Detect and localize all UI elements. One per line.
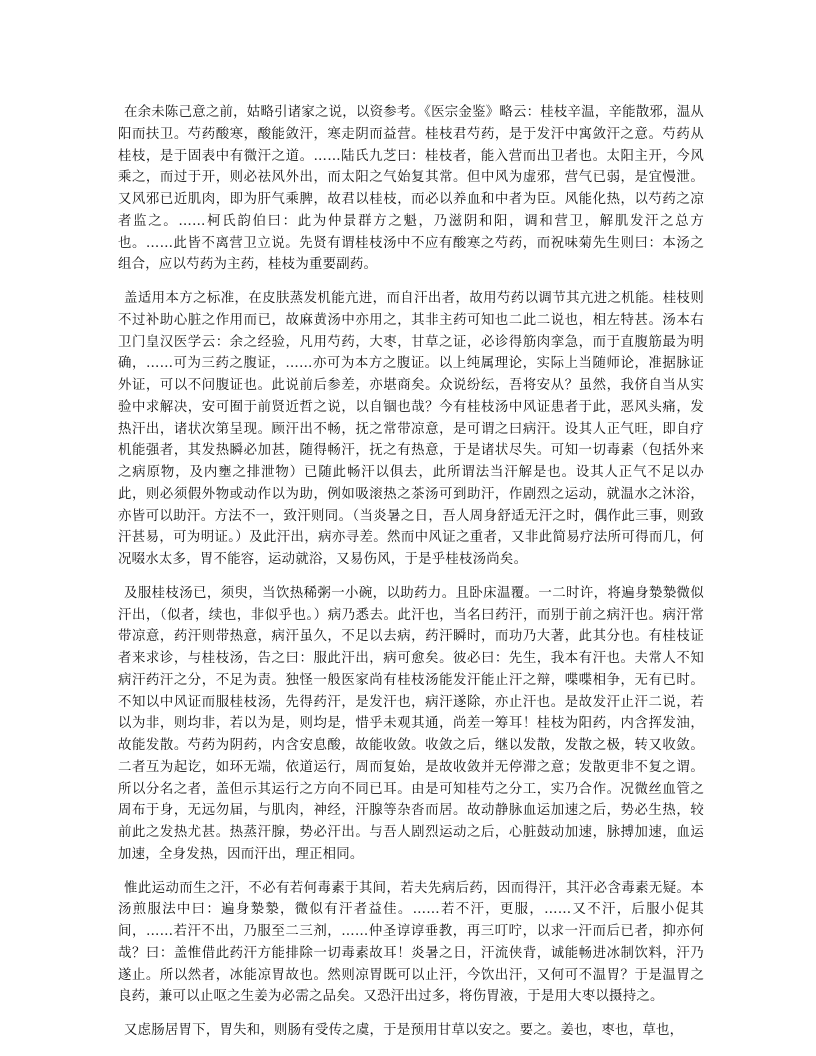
- paragraph-2: 盖适用本方之标准，在皮肤蒸发机能亢进，而自汗出者，故用芍药以调节其亢进之机能。桂枝则不过补助心脏之作用而已，故麻黄汤中亦用之，其非主药可知也二此二说也，相左特甚。汤本右卫门皇汉医学云：余之经验，凡用芍药，大枣，甘草之证，必诊得筋肉挛急，而于直腹筋最为明确，……可为三药之腹证，……亦可为本方之腹证。以上纯属理论，实际上当随师论，准据脉证外证，可以不问腹证也。此说前后参差，亦堪商矣。众说纷纭，吾将安从？虽然，我侪自当从实验中求解决，安可囿于前贤近哲之说，以自锢也哉？今有桂枝汤中风证患者于此，恶风头痛，发热汗出，诸状次第呈现。顾汗出不畅，抚之常带凉意，是可谓之曰病汗。设其人正气旺，即自疗机能强者，其发热瞬必加甚，随得畅汗，抚之有热意，于是诸状尽失。可知一切毒素（包括外来之病原物，及内壅之排泄物）已随此畅汗以俱去，此所谓法当汗解是也。设其人正气不足以办此，则必须假外物或动作以为助，例如吸滚热之茶汤可到助汗，作剧烈之运动，就温水之沐浴，亦皆可以助汗。方法不一，致汗则同。（当炎暑之日，吾人周身舒适无汗之时，偶作此三事，则致汗甚易，可为明证。）及此汗出，病亦寻差。然而中风证之重者，又非此简易疗法所可得而几，何况啜水太多，胃不能容，运动就浴，又易伤风，于是乎桂枝汤尚矣。: [118, 291, 704, 567]
- paragraph-1: 在余未陈己意之前，姑略引诸家之说，以资参考。《医宗金鉴》略云：桂枝辛温，辛能散邪，温从阳而扶卫。芍药酸寒，酸能敛汗，寒走阴而益营。桂枝君芍药，是于发汗中寓敛汗之意。芍药从桂枝，是于固表中有微汗之道。……陆氏九芝曰：桂枝者，能入营而出卫者也。太阳主开，今风乘之，而过于开，则必祛风外出，而太阳之气始复其常。但中风为虚邪，营气已弱，是宜慢泄。又风邪已近肌肉，即为肝气乘脾，故君以桂枝，而必以养血和中者为臣。风能化热，以芍药之凉者监之。……柯氏韵伯曰：此为仲景群方之魁，乃滋阴和阳，调和营卫，解肌发汗之总方也。……此皆不离营卫立说。先贤有谓桂枝汤中不应有酸寒之芍药，而祝味菊先生则曰：本汤之组合，应以芍药为主药，桂枝为重要副药。: [118, 105, 704, 273]
- paragraph-5: 又虑肠居胃下，胃失和，则肠有受传之虞，于是预用甘草以安之。要之。姜也，枣也，草也，: [124, 1023, 684, 1038]
- document-page: [118, 102, 704, 1054]
- paragraph-4: 惟此运动而生之汗，不必有若何毒素于其间，若夫先病后药，因而得汗，其汗必含毒素无疑。本汤煎服法中曰：遍身漐漐，微似有汗者益佳。……若不汗，更服，……又不汗，后服小促其间，……若汗不出，乃服至二三剂，……仲圣谆谆垂教，再三叮咛，以求一汗而后已者，抑亦何哉？曰：盖惟借此药汗方能排除一切毒素故耳！炎暑之日，汗流侠背，诚能畅进冰制饮料，汗乃遂止。所以然者，冰能凉胃故也。然则凉胃既可以止汗，今饮出汗，又何可不温胃？于是温胃之良药，兼可以止呕之生姜为必需之品矣。又恐汗出过多，将伤胃液，于是用大枣以摄持之。: [118, 880, 704, 1005]
- paragraph-3: 及服桂枝汤已，须臾，当饮热稀粥一小碗，以助药力。且卧床温覆。一二时许，将遍身漐漐微似汗出，（似者，续也，非似乎也。）病乃悉去。此汗也，当名曰药汗，而别于前之病汗也。病汗常带凉意，药汗则带热意，病汗虽久，不足以去病，药汗瞬时，而功乃大著，此其分也。有桂枝证者来求诊，与桂枝汤，告之曰：服此汗出，病可愈矣。彼必曰：先生，我本有汗也。夫常人不知病汗药汗之分，不足为责。独怪一般医家尚有桂枝汤能发汗能止汗之辩，喋喋相争，无有已时。不知以中风证而服桂枝汤，先得药汗，是发汗也，病汗遂除，亦止汗也。是故发汗止汗二说，若以为非，则均非，若以为是，则均是，惜乎未观其通，尚差一筹耳！桂枝为阳药，内含挥发油，故能发散。芍药为阴药，内含安息酸，故能收敛。收敛之后，继以发散，发散之极，转又收敛。二者互为起讫，如环无端，依道运行，周而复始，是故收敛并无停滞之意；发散更非不复之谓。所以分名之者，盖但示其运行之方向不同已耳。由是可知桂芍之分工，实乃合作。况微丝血管之周布于身，无远勿届，与肌肉，神经，汗腺等杂沓而居。故动静脉血运加速之后，势必生热，较前此之发热尤甚。热蒸汗腺，势必汗出。与吾人剧烈运动之后，心脏鼓动加速，脉搏加速，血运加速，全身发热，因而汗出，理正相同。: [118, 585, 704, 862]
